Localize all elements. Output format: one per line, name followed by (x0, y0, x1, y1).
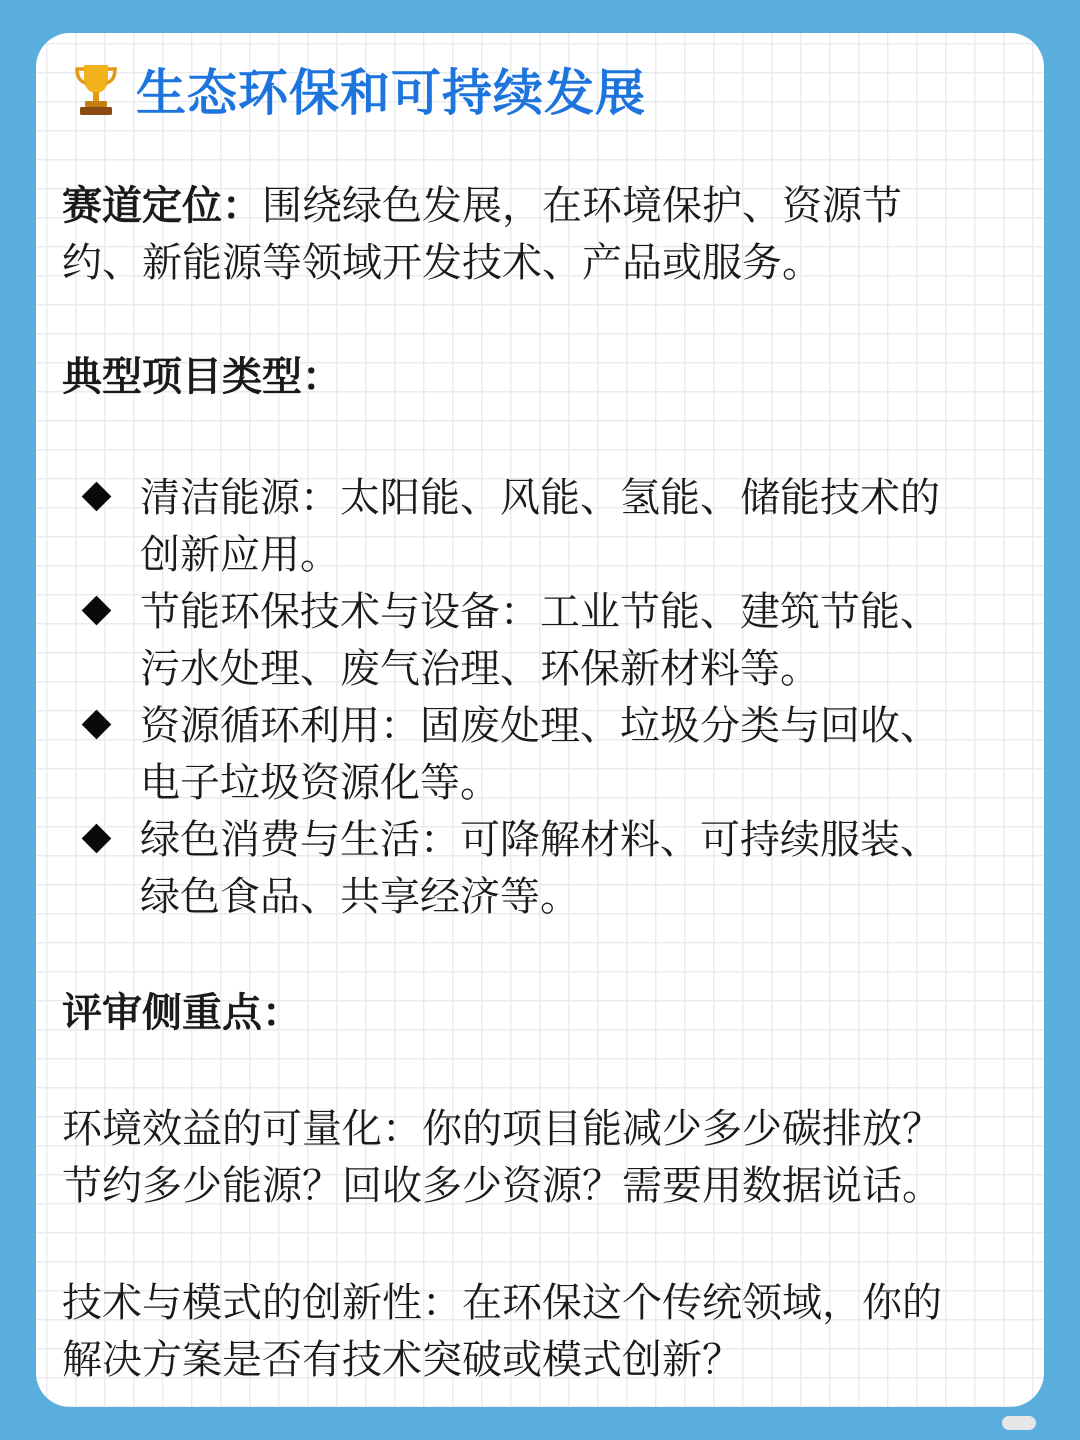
list-item-line-1: 节能环保技术与设备：工业节能、建筑节能、 (140, 589, 940, 635)
list-item-line-1: 绿色消费与生活：可降解材料、可持续服装、 (140, 817, 940, 863)
review-point-line-2: 解决方案是否有技术突破或模式创新？ (62, 1337, 742, 1383)
content-card (36, 33, 1044, 1407)
review-point (62, 1275, 1022, 1389)
positioning-line-1 (62, 178, 1022, 235)
list-item-line-2: 污水处理、废气治理、环保新材料等。 (140, 646, 820, 692)
review-point-line-1: 环境效益的可量化：你的项目能减少多少碳排放？ (62, 1106, 942, 1152)
review-point-line-2: 节约多少能源？回收多少资源？需要用数据说话。 (62, 1163, 942, 1209)
list-item-line-2: 电子垃圾资源化等。 (140, 760, 500, 806)
list-item-line-2: 绿色食品、共享经济等。 (140, 874, 580, 920)
list-item-text (140, 470, 1020, 584)
positioning-label: 赛道定位： (62, 183, 262, 229)
list-item-text (140, 698, 1020, 812)
review-point-line-1: 技术与模式的创新性：在环保这个传统领域，你的 (62, 1280, 942, 1326)
trophy-icon (72, 61, 120, 117)
list-item-line-2: 创新应用。 (140, 532, 340, 578)
diamond-bullet-icon (82, 482, 112, 512)
diamond-bullet-icon (82, 596, 112, 626)
page-title: 生态环保和可持续发展 (136, 64, 646, 122)
title-row (72, 55, 646, 123)
project-types-heading: 典型项目类型： (62, 354, 342, 400)
positioning-text-1: 围绕绿色发展，在环境保护、资源节 (262, 183, 902, 229)
review-point (62, 1101, 1022, 1215)
review-heading: 评审侧重点： (62, 990, 302, 1036)
positioning-paragraph (62, 178, 1022, 292)
list-item-text (140, 584, 1020, 698)
list-item-line-1: 清洁能源：太阳能、风能、氢能、储能技术的 (140, 475, 940, 521)
diamond-bullet-icon (82, 710, 112, 740)
watermark-logo (1002, 1416, 1036, 1430)
list-item-text (140, 812, 1020, 926)
positioning-line-2: 约、新能源等领域开发技术、产品或服务。 (62, 240, 822, 286)
diamond-bullet-icon (82, 824, 112, 854)
list-item-line-1: 资源循环利用：固废处理、垃圾分类与回收、 (140, 703, 940, 749)
